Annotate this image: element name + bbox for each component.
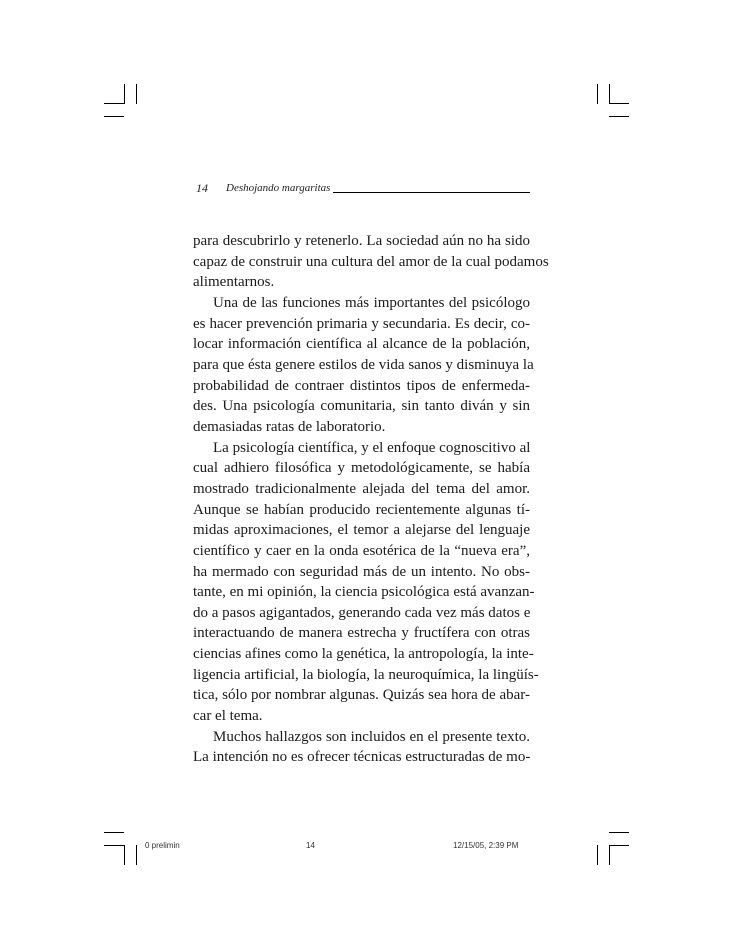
text-line: probabilidad de contraer distintos tipos de enfermeda- — [193, 377, 530, 394]
text-line: des. Una psicología comunitaria, sin tanto diván y sin — [193, 398, 530, 415]
text-line: capaz de construir una cultura del amor de la cual podamos — [193, 253, 549, 270]
page-number: 14 — [196, 181, 208, 195]
running-title: Deshojando margaritas — [226, 182, 331, 194]
text-line: científico y caer en la onda esotérica de la “nueva era”, — [193, 542, 530, 559]
text-line: es hacer prevención primaria y secundaria. Es decir, co- — [193, 315, 530, 332]
text-line: locar información científica al alcance de la población, — [193, 336, 530, 353]
header-rule — [333, 192, 530, 193]
text-line: alimentarnos. — [193, 274, 275, 291]
text-line: para que ésta genere estilos de vida sanos y disminuya la — [193, 356, 534, 373]
text-line: Muchos hallazgos son incluidos en el presente texto. — [213, 728, 530, 745]
text-line: ligencia artificial, la biología, la neuroquímica, la lingüís- — [193, 666, 539, 683]
text-line: La intención no es ofrecer técnicas estructuradas de mo- — [193, 749, 531, 766]
text-line: interactuando de manera estrecha y fructífera con otras — [193, 625, 530, 642]
text-line: tica, sólo por nombrar algunas. Quizás sea hora de abar- — [193, 687, 530, 704]
text-line: tante, en mi opinión, la ciencia psicológica está avanzan- — [193, 584, 535, 601]
body-text — [193, 231, 549, 768]
text-line: ha mermado con seguridad más de un intento. No obs- — [193, 563, 530, 580]
text-line: Aunque se habían producido recientemente algunas tí- — [193, 501, 530, 518]
text-line: Una de las funciones más importantes del psicólogo — [213, 294, 530, 311]
text-line: cual adhiero filosófica y metodológicamente, se había — [193, 460, 530, 477]
text-line: ciencias afines como la genética, la antropología, la inte- — [193, 646, 534, 663]
text-line: demasiadas ratas de laboratorio. — [193, 418, 386, 435]
slug-timestamp: 12/15/05, 2:39 PM — [453, 841, 519, 850]
text-line: mostrado tradicionalmente alejada del tema del amor. — [193, 480, 530, 497]
text-line: car el tema. — [193, 708, 263, 725]
running-header — [193, 181, 530, 197]
text-line: midas aproximaciones, el temor a alejarse del lenguaje — [193, 522, 530, 539]
text-line: do a pasos agigantados, generando cada vez más datos e — [193, 604, 531, 621]
slug-page-number: 14 — [306, 841, 315, 850]
text-line: La psicología científica, y el enfoque cognoscitivo al — [213, 439, 531, 456]
slug-filename: 0 prelimin — [145, 841, 180, 850]
text-line: para descubrirlo y retenerlo. La sociedad aún no ha sido — [193, 233, 530, 249]
